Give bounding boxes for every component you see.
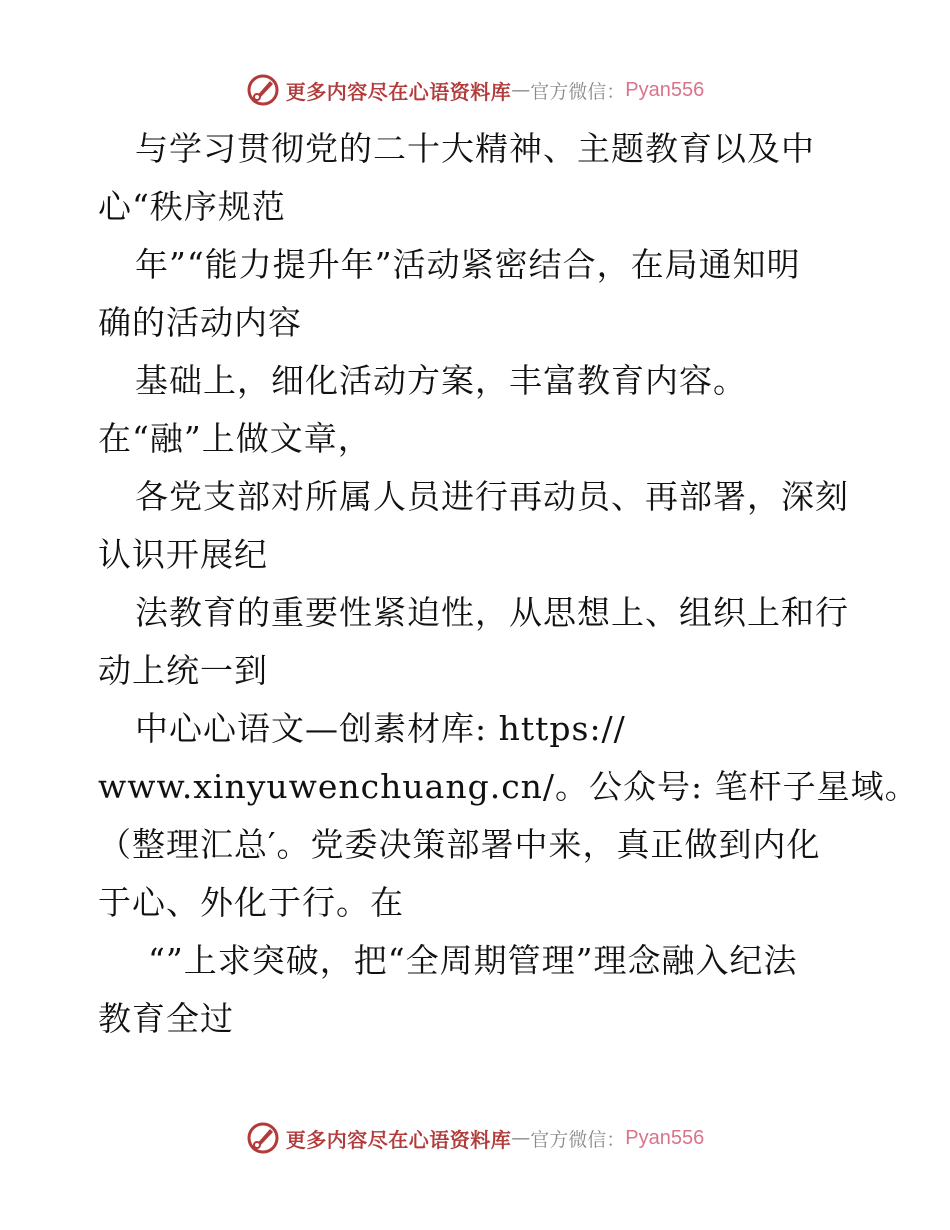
body-line: 在“融”上做文章， bbox=[98, 419, 372, 458]
body-line: 各党支部对所属人员进行再动员、再部署，深刻 bbox=[135, 477, 849, 516]
body-line: 心“秩序规范 bbox=[98, 187, 286, 226]
document-body bbox=[98, 120, 919, 1048]
body-line: 基础上，细化活动方案，丰富教育内容。 bbox=[135, 361, 747, 400]
watermark-separator: — bbox=[511, 1127, 531, 1149]
watermark-wechat-id: Pyan556 bbox=[625, 78, 705, 101]
body-line: （整理汇总′。党委决策部署中来，真正做到内化 bbox=[98, 825, 821, 864]
watermark-wechat-label: 官方微信： bbox=[530, 1128, 626, 1151]
watermark-wechat-label: 官方微信： bbox=[530, 80, 626, 103]
watermark-brand-text: 更多内容尽在心语资料库 bbox=[285, 79, 512, 104]
body-line: www.xinyuwenchuang.cn/。公众号: 笔杆子星域。 bbox=[98, 767, 919, 806]
body-line: 动上统一到 bbox=[98, 651, 268, 690]
body-line: 确的活动内容 bbox=[98, 303, 302, 342]
red-brush-emblem-icon bbox=[246, 1121, 280, 1155]
red-brush-emblem-icon bbox=[246, 73, 280, 107]
body-line: 认识开展纪 bbox=[98, 535, 268, 574]
body-line: 于心、外化于行。在 bbox=[98, 883, 404, 922]
header-watermark bbox=[0, 70, 950, 110]
footer-watermark bbox=[0, 1118, 950, 1158]
body-line: 中心心语文—创素材库: https:// bbox=[135, 709, 626, 748]
body-line: 法教育的重要性紧迫性，从思想上、组织上和行 bbox=[135, 593, 849, 632]
watermark-brand-text: 更多内容尽在心语资料库 bbox=[285, 1127, 512, 1152]
body-line: 教育全过 bbox=[98, 999, 234, 1038]
body-line: 与学习贯彻党的二十大精神、主题教育以及中 bbox=[135, 129, 815, 168]
watermark-wechat-id: Pyan556 bbox=[625, 1126, 705, 1149]
body-line: 年”“能力提升年”活动紧密结合，在局通知明 bbox=[135, 245, 801, 284]
watermark-separator: — bbox=[511, 79, 531, 101]
body-line: “”上求突破，把“全周期管理”理念融入纪法 bbox=[148, 941, 798, 980]
